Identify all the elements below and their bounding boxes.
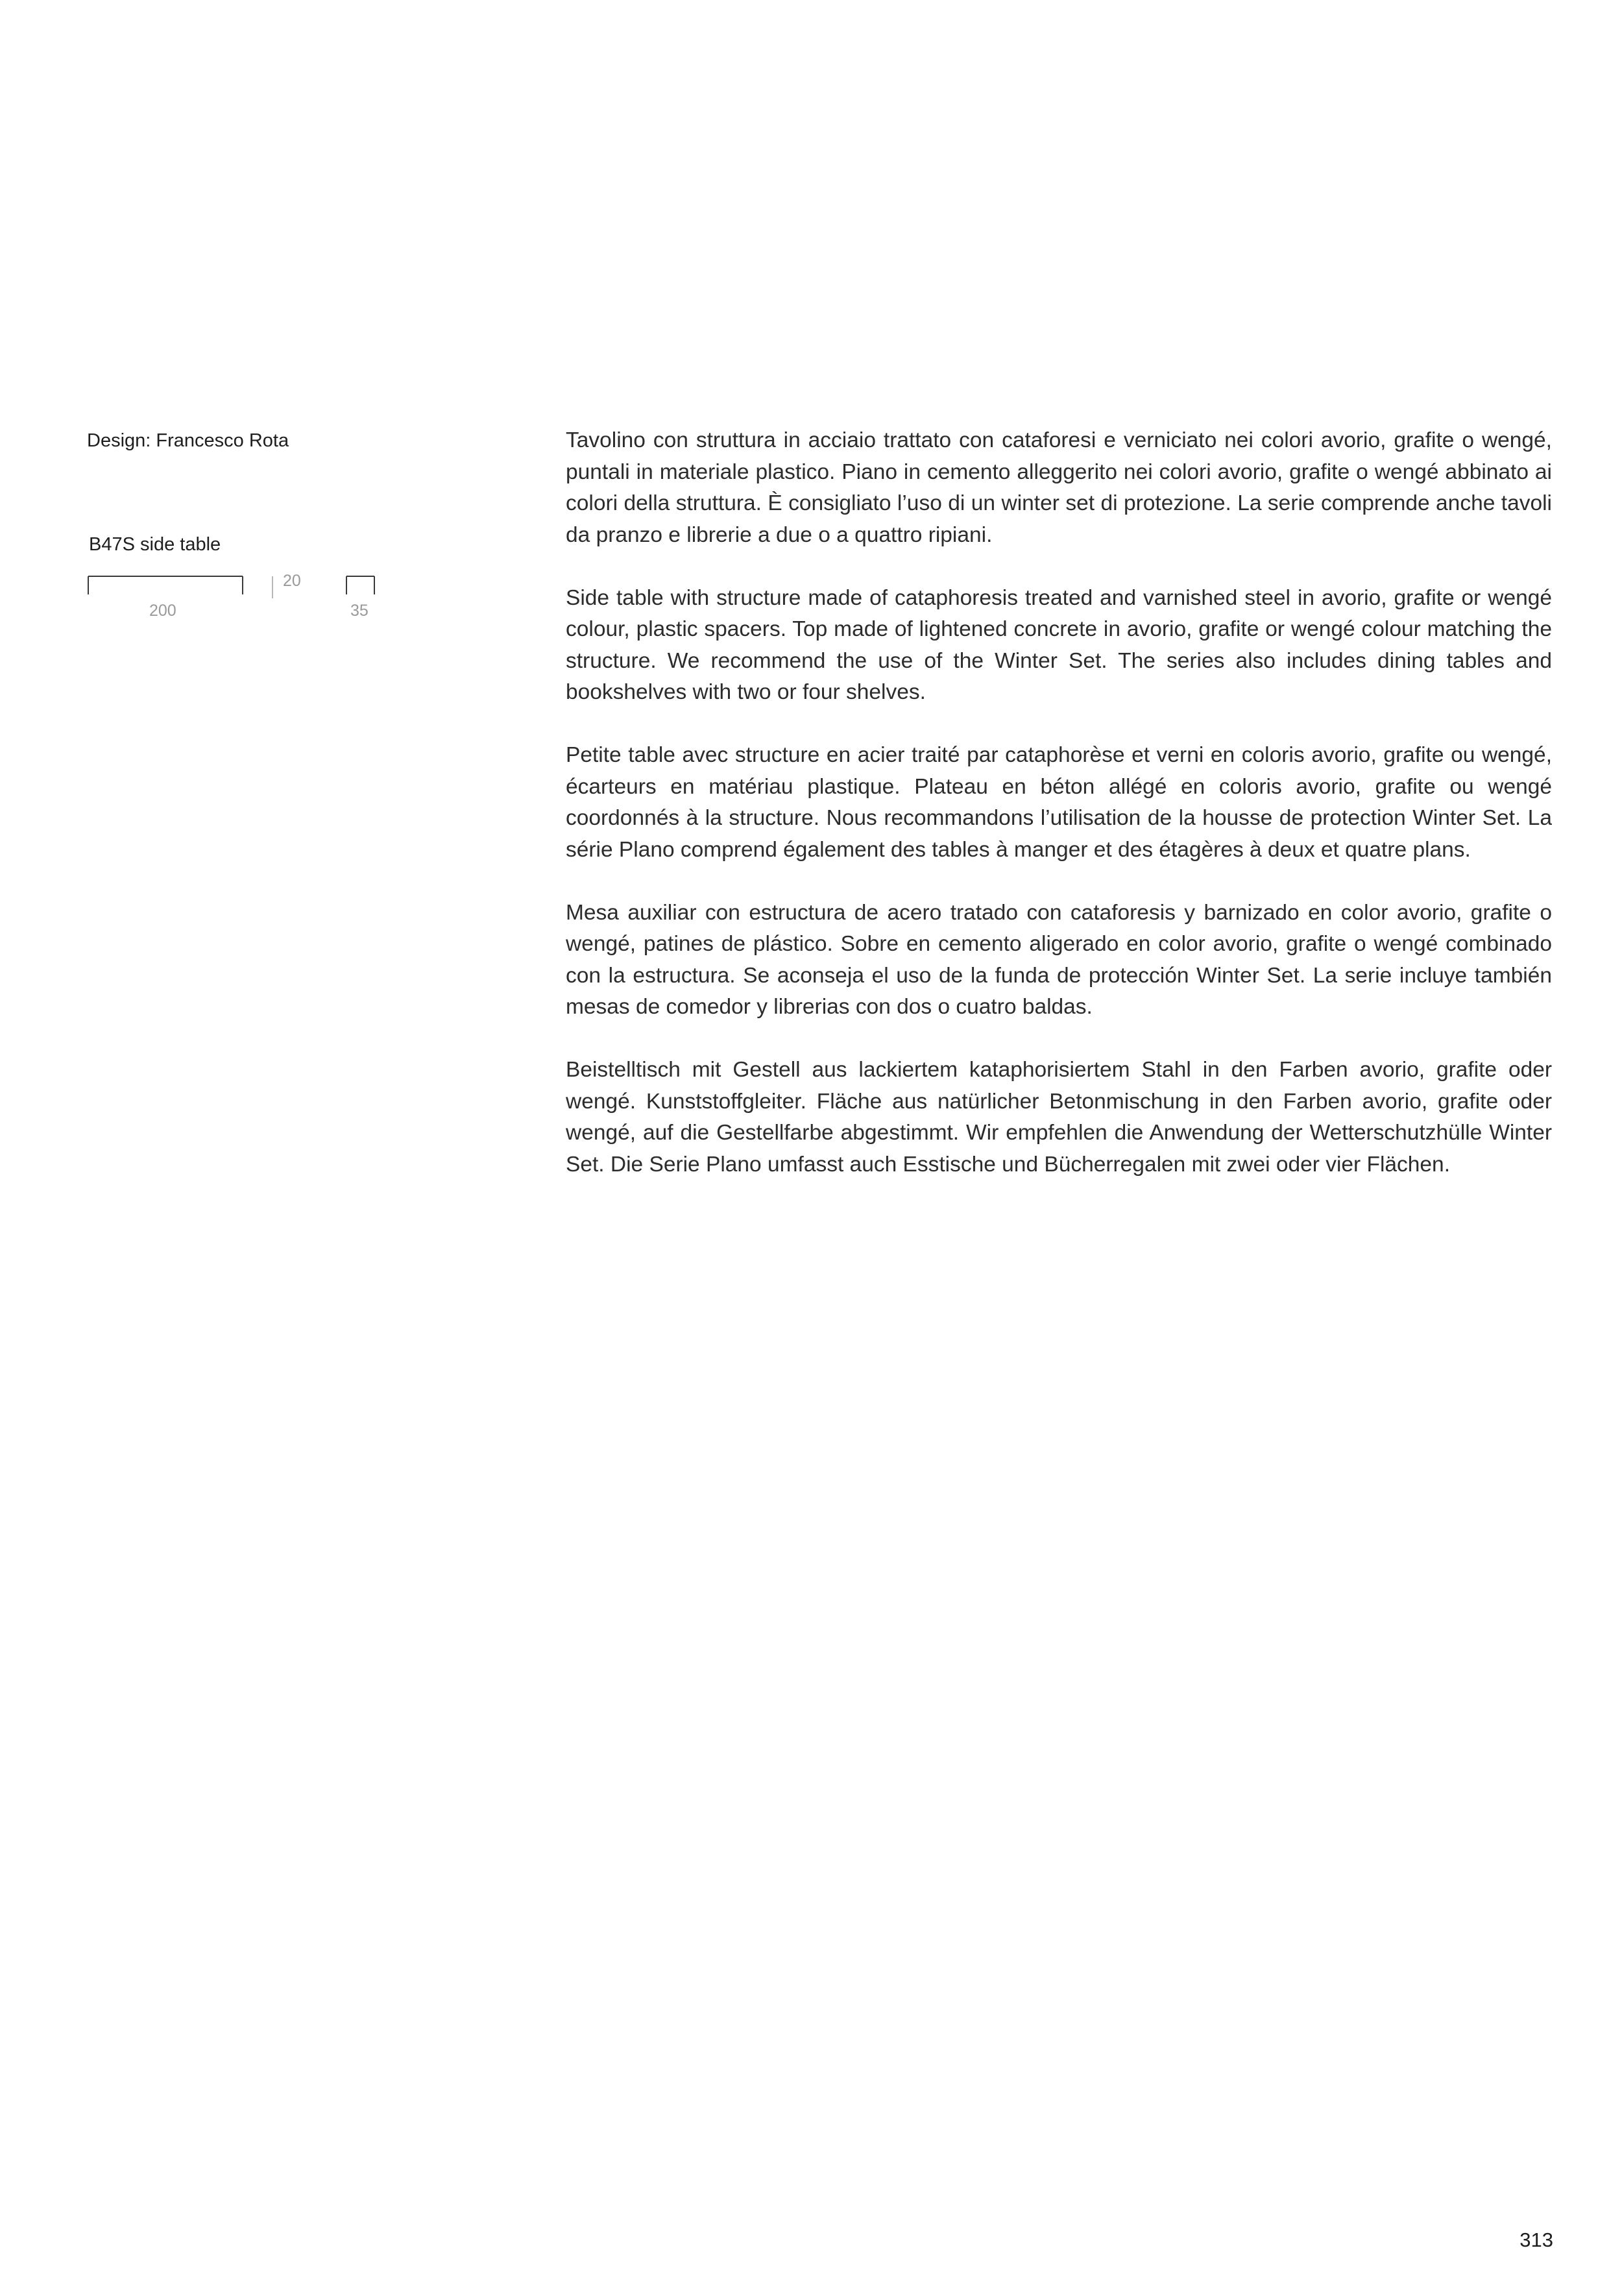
- table-side-view: [346, 576, 374, 594]
- dimension-diagram: [87, 572, 424, 633]
- designer-credit: Design: Francesco Rota: [87, 430, 289, 451]
- product-sidebar: [87, 428, 450, 620]
- description-english: Side table with structure made of cataphoresis treated and varnished steel in avorio, grafite or wengé colour, plastic spacers. Top made of lightened concrete in avorio, grafite or wengé colour matching the structure. We recommend the use of the Winter Set. The series also includes dining tables and bookshelves with two or four shelves.: [566, 585, 1552, 704]
- product-name: B47S side table: [89, 534, 221, 555]
- dimension-drawing: [87, 575, 424, 633]
- description-spanish: Mesa auxiliar con estructura de acero tratado con cataforesis y barnizado en color avorio, grafite o wengé, patines de plástico. Sobre en cemento aligerado en color avorio, grafite o wengé combinado con la estructura. Se aconseja el uso de la funda de protección Winter Set. La serie incluye también mesas de comedor y librerias con dos o cuatro baldas.: [566, 900, 1552, 1019]
- description-italian: Tavolino con struttura in acciaio trattato con cataforesi e verniciato nei colori avorio, grafite o wengé, puntali in materiale plastico. Piano in cemento alleggerito nei colori avorio, grafite o wengé abbinato ai colori della struttura. È consigliato l’uso di un winter set di protezione. La serie comprende anche tavoli da pranzo e librerie a due o a quattro ripiani.: [566, 428, 1552, 547]
- dimension-depth-label: 35: [350, 602, 369, 620]
- dimension-width-label: 200: [149, 602, 176, 620]
- product-description: [566, 425, 1552, 1212]
- table-front-view: [88, 576, 243, 594]
- page-number: 313: [1519, 2229, 1553, 2251]
- dimension-height-label: 20: [283, 572, 301, 590]
- description-german: Beistelltisch mit Gestell aus lackiertem kataphorisiertem Stahl in den Farben avorio, grafite oder wengé. Kunststoffgleiter. Fläche aus natürlicher Betonmischung in den Farben avorio, grafite oder wengé, auf die Gestellfarbe abgestimmt. Wir empfehlen die Anwendung der Wetterschutzhülle Winter Set. Die Serie Plano umfasst auch Esstische und Bücherregalen mit zwei oder vier Flächen.: [566, 1058, 1552, 1177]
- description-french: Petite table avec structure en acier traité par cataphorèse et verni en coloris avorio, grafite ou wengé, écarteurs en matériau plastique. Plateau en béton allégé en coloris avorio, grafite ou wengé coordonnés à la structure. Nous recommandons l’utilisation de la housse de protection Winter Set. La série Plano comprend également des tables à manger et des étagères à deux et quatre plans.: [566, 743, 1552, 862]
